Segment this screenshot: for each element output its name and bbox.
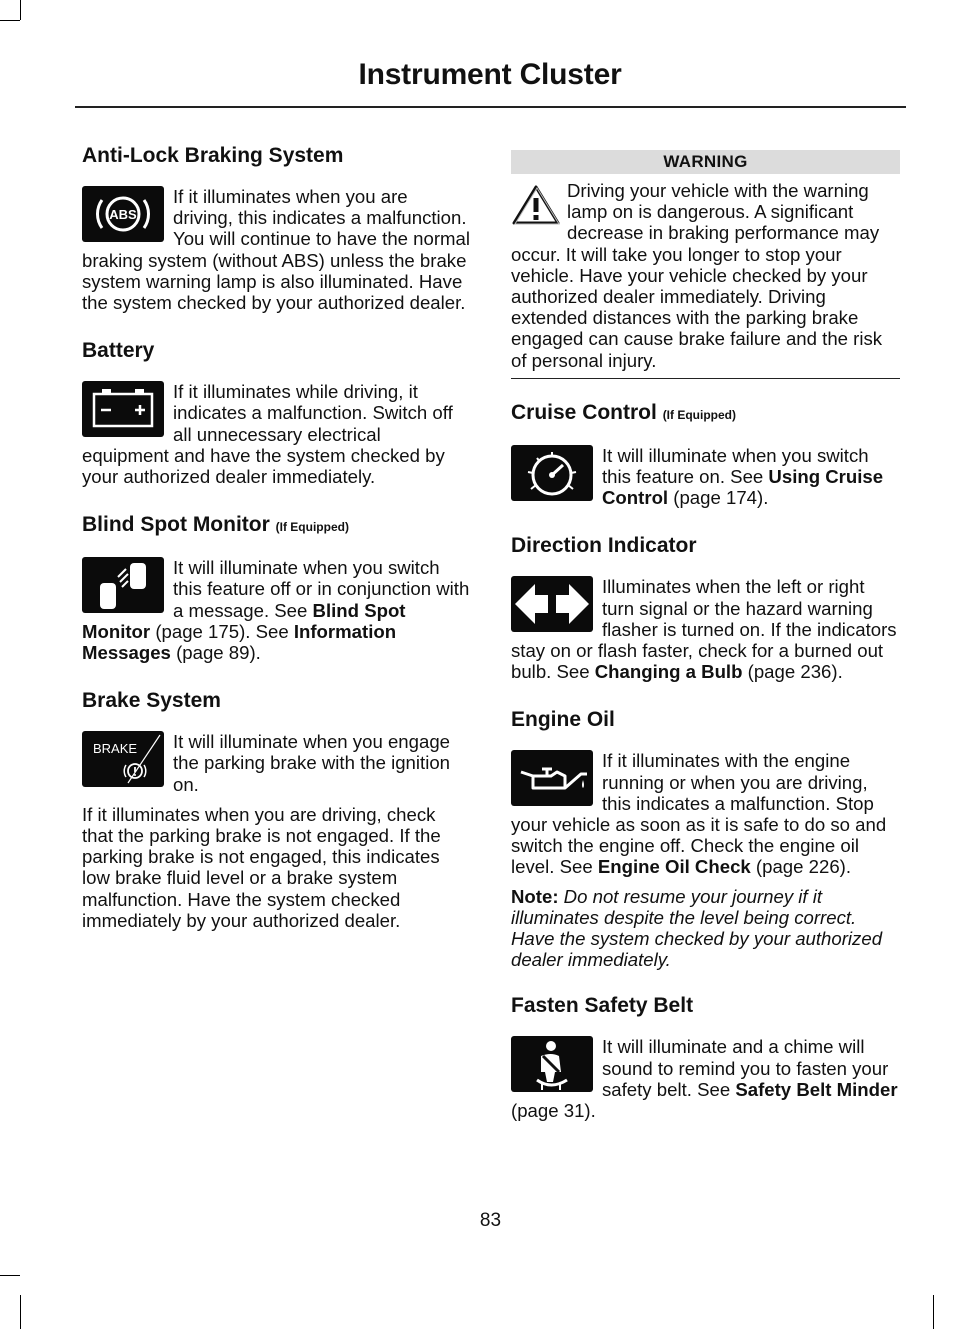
cross-reference-link[interactable]: Blind Spot Monitor <box>82 599 406 642</box>
cross-reference-link[interactable]: Safety Belt Minder <box>735 1078 898 1100</box>
text-run: (page 175). See <box>150 620 294 642</box>
section-title <box>511 401 900 427</box>
section-title: Battery <box>82 339 155 363</box>
brake-text-2: If it illuminates when you are driving, check that the parking brake is not engaged. If the parking brake is not engaged, this indicates low brake fluid level or a brake system malfunction. Have the system checked immediately by your authorized dealer. <box>82 803 441 931</box>
section-title: Anti-Lock Braking System <box>82 144 344 167</box>
section-title <box>82 513 471 539</box>
section-title: Engine Oil <box>511 708 615 732</box>
text-run: It will illuminate when you switch this feature on. See <box>602 444 869 488</box>
text-run: If it illuminates with the engine running or when you are driving, this indicates a malfunction. Stop your vehicle as soon as it is safe to do so and switch the engine off. Check the engine oil level. See <box>511 750 887 878</box>
crop-mark <box>0 20 20 21</box>
cruise-control-icon <box>511 445 593 501</box>
crop-mark <box>933 1295 934 1329</box>
brake-warning-icon <box>82 731 164 787</box>
engine-oil-section <box>511 708 900 970</box>
crop-mark <box>20 0 21 20</box>
note-label: Note: <box>511 885 559 907</box>
cross-reference-link[interactable]: Changing a Bulb <box>594 661 743 683</box>
text-run: (page 236). <box>742 661 843 683</box>
seatbelt-section <box>511 994 900 1121</box>
cross-reference-link[interactable]: Using Cruise Control <box>602 466 884 509</box>
oil-can-icon <box>511 750 593 806</box>
warning-text: Driving your vehicle with the warning lamp on is dangerous. A significant decrease in braking performance may occur. It will take you longer to stop your vehicle. Have your vehicle checked by your authorized dealer immediately. Driving extended distances with the parking brake engaged can cause brake failure and the risk of personal injury. <box>511 180 883 371</box>
abs-text: If it illuminates when you are driving, this indicates a malfunction. You will continue to have the normal braking system (without ABS) unless the brake system warning lamp is also illuminated. Have the system checked by your authorized dealer. <box>82 186 471 314</box>
text-run: (page 89). <box>170 642 261 664</box>
note-text: Do not resume your journey if it illuminates despite the level being correct. Have the system checked by your authorized dealer immediately. <box>511 885 883 971</box>
section-title-text: Blind Spot Monitor <box>82 513 270 537</box>
blind-spot-section <box>82 513 471 663</box>
blind-spot-icon <box>82 557 164 613</box>
battery-text: If it illuminates while driving, it indicates a malfunction. Switch off all unnecessary electrical equipment and have the system checked by your authorized dealer immediately. <box>82 381 453 488</box>
text-run: (page 174). <box>668 487 769 509</box>
abs-section <box>82 144 471 313</box>
text-run: It will illuminate and a chime will sound to remind you to fasten your safety belt. See <box>602 1036 889 1100</box>
right-column <box>511 144 900 1147</box>
warning-divider <box>511 378 900 379</box>
section-title: Direction Indicator <box>511 534 697 558</box>
abs-warning-icon <box>82 186 164 242</box>
page-number: 83 <box>479 1210 502 1231</box>
cross-reference-link[interactable]: Information Messages <box>82 620 397 664</box>
warning-box <box>511 150 900 379</box>
brake-section <box>82 689 471 931</box>
seatbelt-icon <box>511 1036 593 1092</box>
cruise-section <box>511 401 900 509</box>
svg-text:ABS: ABS <box>109 207 137 222</box>
battery-section <box>82 339 471 487</box>
warning-header: WARNING <box>511 150 900 174</box>
brake-icon-label: BRAKE <box>93 741 138 757</box>
note <box>511 886 900 971</box>
warning-triangle-icon <box>511 184 561 226</box>
title-divider <box>75 106 906 108</box>
turn-signal-icon <box>511 576 593 632</box>
text-run: Illuminates when the left or right turn signal or the hazard warning flasher is turned on. If the indicators stay on or flash faster, check for a burned out bulb. See <box>511 576 897 683</box>
if-equipped-label: (If Equipped) <box>662 407 737 422</box>
text-run: It will illuminate when you switch this feature off or in conjunction with a message. See <box>173 557 470 621</box>
cross-reference-link[interactable]: Engine Oil Check <box>597 856 751 878</box>
text-run: (page 226). <box>750 856 852 878</box>
section-title-text: Cruise Control <box>511 400 657 424</box>
section-title: Fasten Safety Belt <box>511 994 694 1018</box>
section-title: Brake System <box>82 689 221 713</box>
brake-text-1: It will illuminate when you engage the parking brake with the ignition on. <box>173 731 451 795</box>
battery-icon <box>82 381 164 437</box>
if-equipped-label: (If Equipped) <box>275 520 349 535</box>
direction-section <box>511 534 900 682</box>
crop-mark <box>0 1275 20 1276</box>
page-title: Instrument Cluster <box>358 58 622 91</box>
text-run: (page 31). <box>511 1100 596 1122</box>
left-column <box>82 144 471 957</box>
crop-mark <box>20 1295 21 1329</box>
